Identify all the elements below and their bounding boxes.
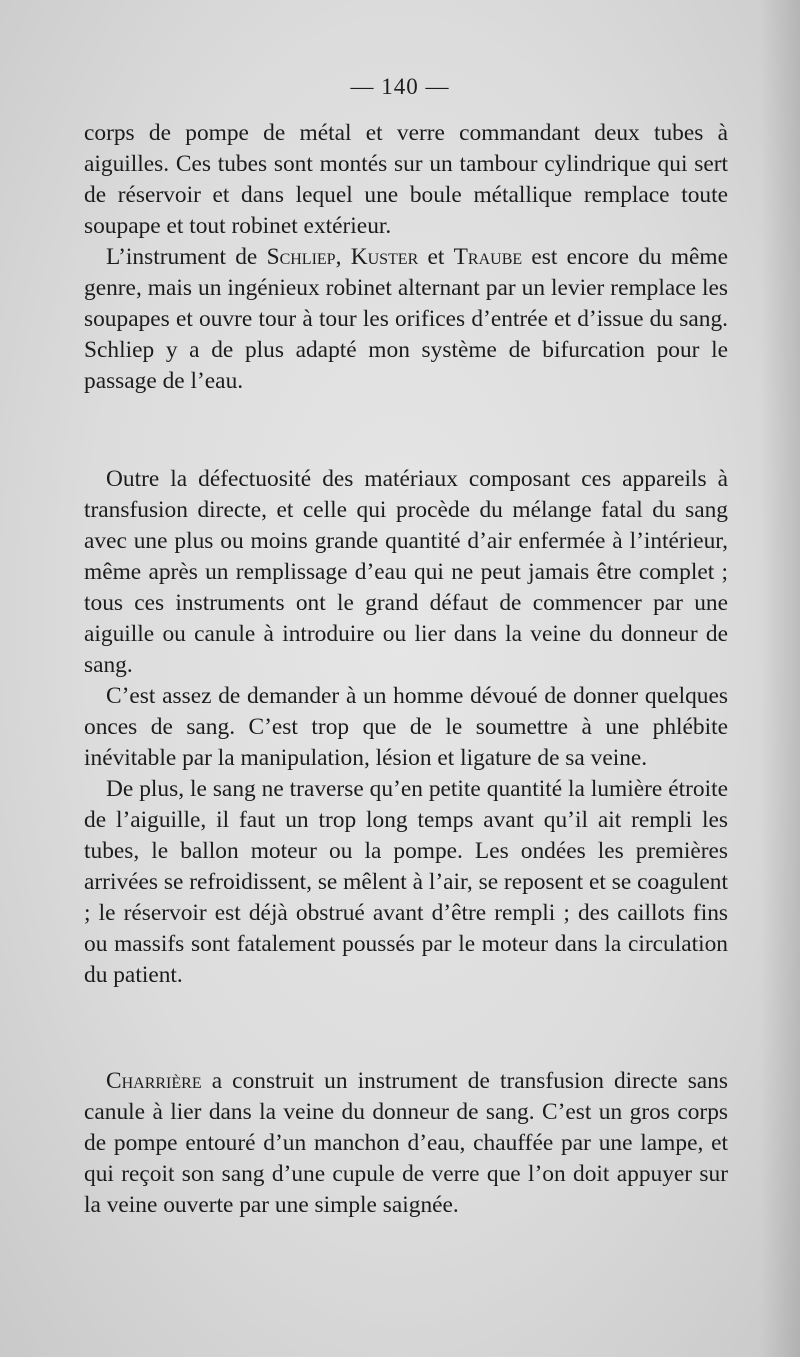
paragraph-donor: C’est assez de demander à un homme dévoué de donner quelques onces de sang. C’est trop que de le soumettre à une phlébite inévitable par la manipulation, lésion et ligature de sa veine.	[84, 683, 728, 771]
page-number: — 140 —	[350, 74, 450, 99]
author-name: Schliep	[266, 244, 336, 270]
author-name: Charrière	[106, 1068, 202, 1094]
page-edge-shadow	[760, 0, 800, 1357]
text-block-bottom	[84, 1066, 728, 1221]
paragraph-schliep-instrument: L’instrument de Schliep, Kuster et Traube est encore du même genre, mais un ingénieux robinet alternant par un levier remplace les soupapes et ouvre tour à tour les orifices d’entrée et d’issue du sang. Schliep y a de plus adapté mon système de bifurcation pour le passage de l’eau.	[84, 244, 728, 394]
text-block-middle	[84, 464, 728, 991]
text-block-top	[84, 118, 728, 397]
author-name: Kuster	[350, 244, 419, 270]
paragraph-charriere: Charrière a construit un instrument de transfusion directe sans canule à lier dans la veine du donneur de sang. C’est un gros corps de pompe entouré d’un manchon d’eau, chauffée par une lampe, et qui reçoit son sang d’une cupule de verre que l’on doit appuyer sur la veine ouverte par une simple saignée.	[84, 1068, 728, 1218]
paragraph-continuation: corps de pompe de métal et verre commandant deux tubes à aiguilles. Ces tubes sont montés sur un tambour cylindrique qui sert de réservoir et dans lequel une boule métallique remplace toute soupape et tout robinet extérieur.	[84, 120, 728, 239]
paragraph-coagulation: De plus, le sang ne traverse qu’en petite quantité la lumière étroite de l’aiguille, il faut un trop long temps avant qu’il ait rempli les tubes, le ballon moteur ou la pompe. Les ondées les premières arrivées se refroidissent, se mêlent à l’air, se reposent et se coagulent ; le réservoir est déjà obstrué avant d’être rempli ; des caillots fins ou massifs sont fatalement poussés par le moteur dans la circulation du patient.	[84, 776, 728, 988]
author-name: Traube	[453, 244, 523, 270]
paragraph-defects: Outre la défectuosité des matériaux composant ces appareils à transfusion directe, et celle qui procède du mélange fatal du sang avec une plus ou moins grande quantité d’air enfermée à l’intérieur, même après un remplissage d’eau qui ne peut jamais être complet ; tous ces instruments ont le grand défaut de commencer par une aiguille ou canule à introduire ou lier dans la veine du donneur de sang.	[84, 466, 728, 678]
